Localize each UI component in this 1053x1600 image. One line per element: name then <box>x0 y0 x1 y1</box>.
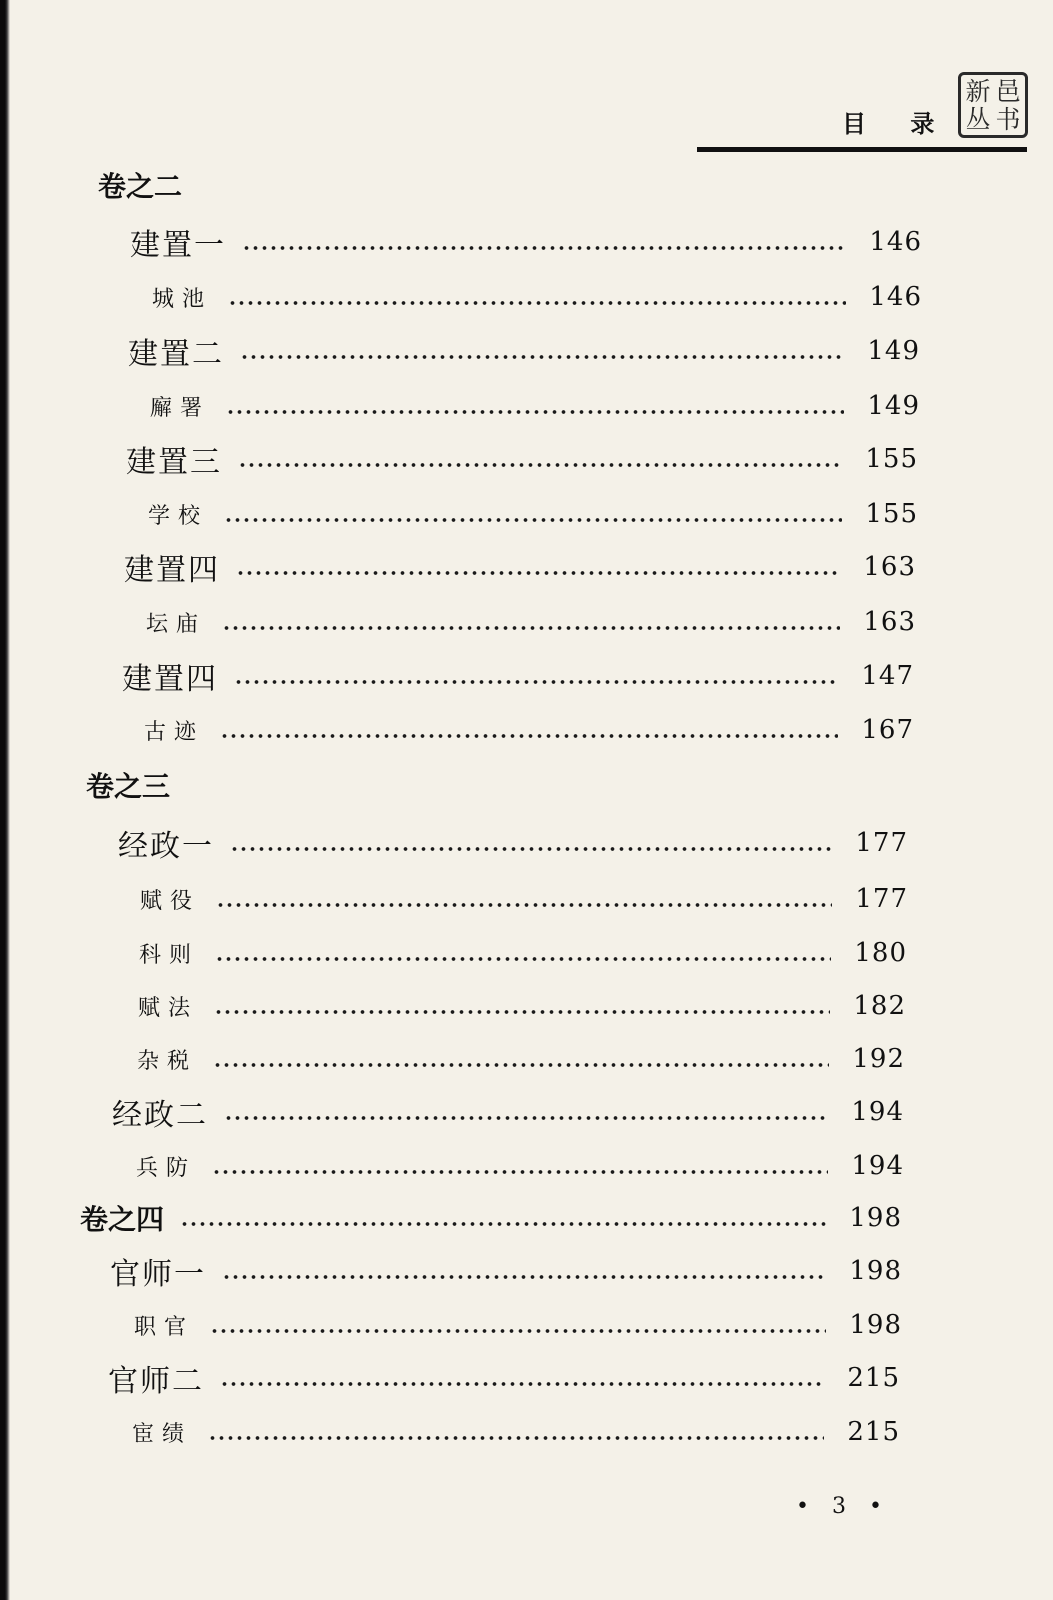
toc-page-number: 215 <box>847 1417 900 1447</box>
toc-entry[interactable] <box>126 438 918 480</box>
header-divider <box>697 147 1027 152</box>
seal-char: 书 <box>995 104 1021 134</box>
toc-entry[interactable] <box>122 655 914 697</box>
toc-entry[interactable] <box>134 1304 902 1346</box>
toc-entry[interactable] <box>112 1091 904 1133</box>
page-title: 目 录 <box>842 110 953 138</box>
toc-label: 赋役 <box>140 888 201 914</box>
toc-page-number: 194 <box>851 1097 904 1127</box>
dot-leader <box>234 655 838 697</box>
dot-leader <box>238 438 842 480</box>
toc-label: 赋法 <box>138 995 199 1021</box>
dot-leader <box>222 1250 826 1292</box>
dot-leader <box>180 1197 826 1239</box>
toc-page-number: 167 <box>861 715 914 745</box>
seal-stamp-icon <box>958 72 1028 138</box>
toc-entry[interactable] <box>118 822 908 864</box>
toc-entry[interactable] <box>152 276 922 318</box>
toc-page-number: 198 <box>849 1310 902 1340</box>
toc-entry[interactable] <box>139 932 907 974</box>
toc-page-number: 163 <box>863 607 916 637</box>
dot-leader <box>224 1091 828 1133</box>
toc-label: 卷之四 <box>80 1203 165 1236</box>
toc-label: 杂税 <box>137 1048 198 1074</box>
toc-entry[interactable] <box>110 1250 902 1292</box>
dot-leader <box>240 330 844 372</box>
toc-page-number: 192 <box>852 1044 905 1074</box>
toc-label: 建置三 <box>126 445 222 480</box>
dot-leader <box>222 601 840 643</box>
seal-char: 新 <box>965 76 991 106</box>
toc-label: 经政一 <box>118 829 214 864</box>
toc-page-number: 163 <box>863 552 916 582</box>
toc-page-number: 147 <box>861 661 914 691</box>
toc-entry[interactable] <box>148 493 918 535</box>
toc-label: 官师一 <box>110 1257 206 1292</box>
dot-leader <box>212 1145 828 1187</box>
toc-entry[interactable] <box>140 878 908 920</box>
toc-entry[interactable] <box>136 1145 904 1187</box>
dot-leader <box>220 709 838 751</box>
toc-label: 职官 <box>134 1314 195 1340</box>
toc-label: 坛庙 <box>146 611 207 637</box>
toc-label: 卷之二 <box>98 170 183 203</box>
toc-label: 城池 <box>152 286 213 312</box>
toc-label: 建置四 <box>124 553 220 588</box>
dot-leader <box>228 276 846 318</box>
toc-page-number: 146 <box>869 227 922 257</box>
dot-leader <box>236 546 840 588</box>
toc-section-heading <box>98 164 398 206</box>
toc-label: 科则 <box>139 942 200 968</box>
dot-leader <box>210 1304 826 1346</box>
toc-entry[interactable] <box>130 221 922 263</box>
toc-entry[interactable] <box>124 546 916 588</box>
toc-label: 经政二 <box>112 1098 208 1133</box>
dot-leader <box>215 932 831 974</box>
toc-page-number: 155 <box>865 444 918 474</box>
dot-leader <box>230 822 832 864</box>
page-number-footer: • 3 • <box>796 1494 890 1519</box>
toc-entry[interactable] <box>132 1411 900 1453</box>
toc-page-number: 215 <box>847 1363 900 1393</box>
toc-entry[interactable] <box>108 1357 900 1399</box>
dot-leader <box>220 1357 824 1399</box>
toc-page-number: 177 <box>855 884 908 914</box>
toc-entry[interactable] <box>128 330 920 372</box>
toc-label: 卷之三 <box>86 770 171 803</box>
toc-page-number: 177 <box>855 828 908 858</box>
toc-entry[interactable] <box>137 1038 905 1080</box>
toc-label: 建置二 <box>128 337 224 372</box>
dot-leader <box>224 493 842 535</box>
toc-entry[interactable] <box>146 601 916 643</box>
dot-leader <box>216 878 832 920</box>
toc-page-number: 194 <box>851 1151 904 1181</box>
dot-leader <box>242 221 846 263</box>
dot-leader <box>226 385 844 427</box>
toc-entry[interactable] <box>150 385 920 427</box>
toc-label: 兵防 <box>136 1155 197 1181</box>
toc-entry[interactable] <box>144 709 914 751</box>
toc-label: 廨署 <box>150 395 211 421</box>
toc-label: 建置四 <box>122 662 218 697</box>
toc-label: 学校 <box>148 503 209 529</box>
toc-page-number: 149 <box>867 336 920 366</box>
dot-leader <box>208 1411 824 1453</box>
seal-char: 邑 <box>995 76 1021 106</box>
dot-leader <box>213 1038 829 1080</box>
toc-label: 建置一 <box>130 228 226 263</box>
scan-edge-shadow <box>0 0 10 1600</box>
dot-leader <box>214 985 830 1027</box>
toc-label: 宦绩 <box>132 1421 193 1447</box>
toc-section-heading <box>86 764 386 806</box>
toc-entry[interactable] <box>138 985 906 1027</box>
toc-page-number: 155 <box>865 499 918 529</box>
toc-page-number: 198 <box>849 1203 902 1233</box>
seal-char: 丛 <box>965 104 991 134</box>
toc-entry[interactable] <box>80 1197 902 1239</box>
toc-label: 古迹 <box>144 719 205 745</box>
toc-page-number: 198 <box>849 1256 902 1286</box>
toc-label: 官师二 <box>108 1364 204 1399</box>
toc-page-number: 180 <box>854 938 907 968</box>
toc-page-number: 149 <box>867 391 920 421</box>
toc-page-number: 182 <box>853 991 906 1021</box>
toc-page-number: 146 <box>869 282 922 312</box>
